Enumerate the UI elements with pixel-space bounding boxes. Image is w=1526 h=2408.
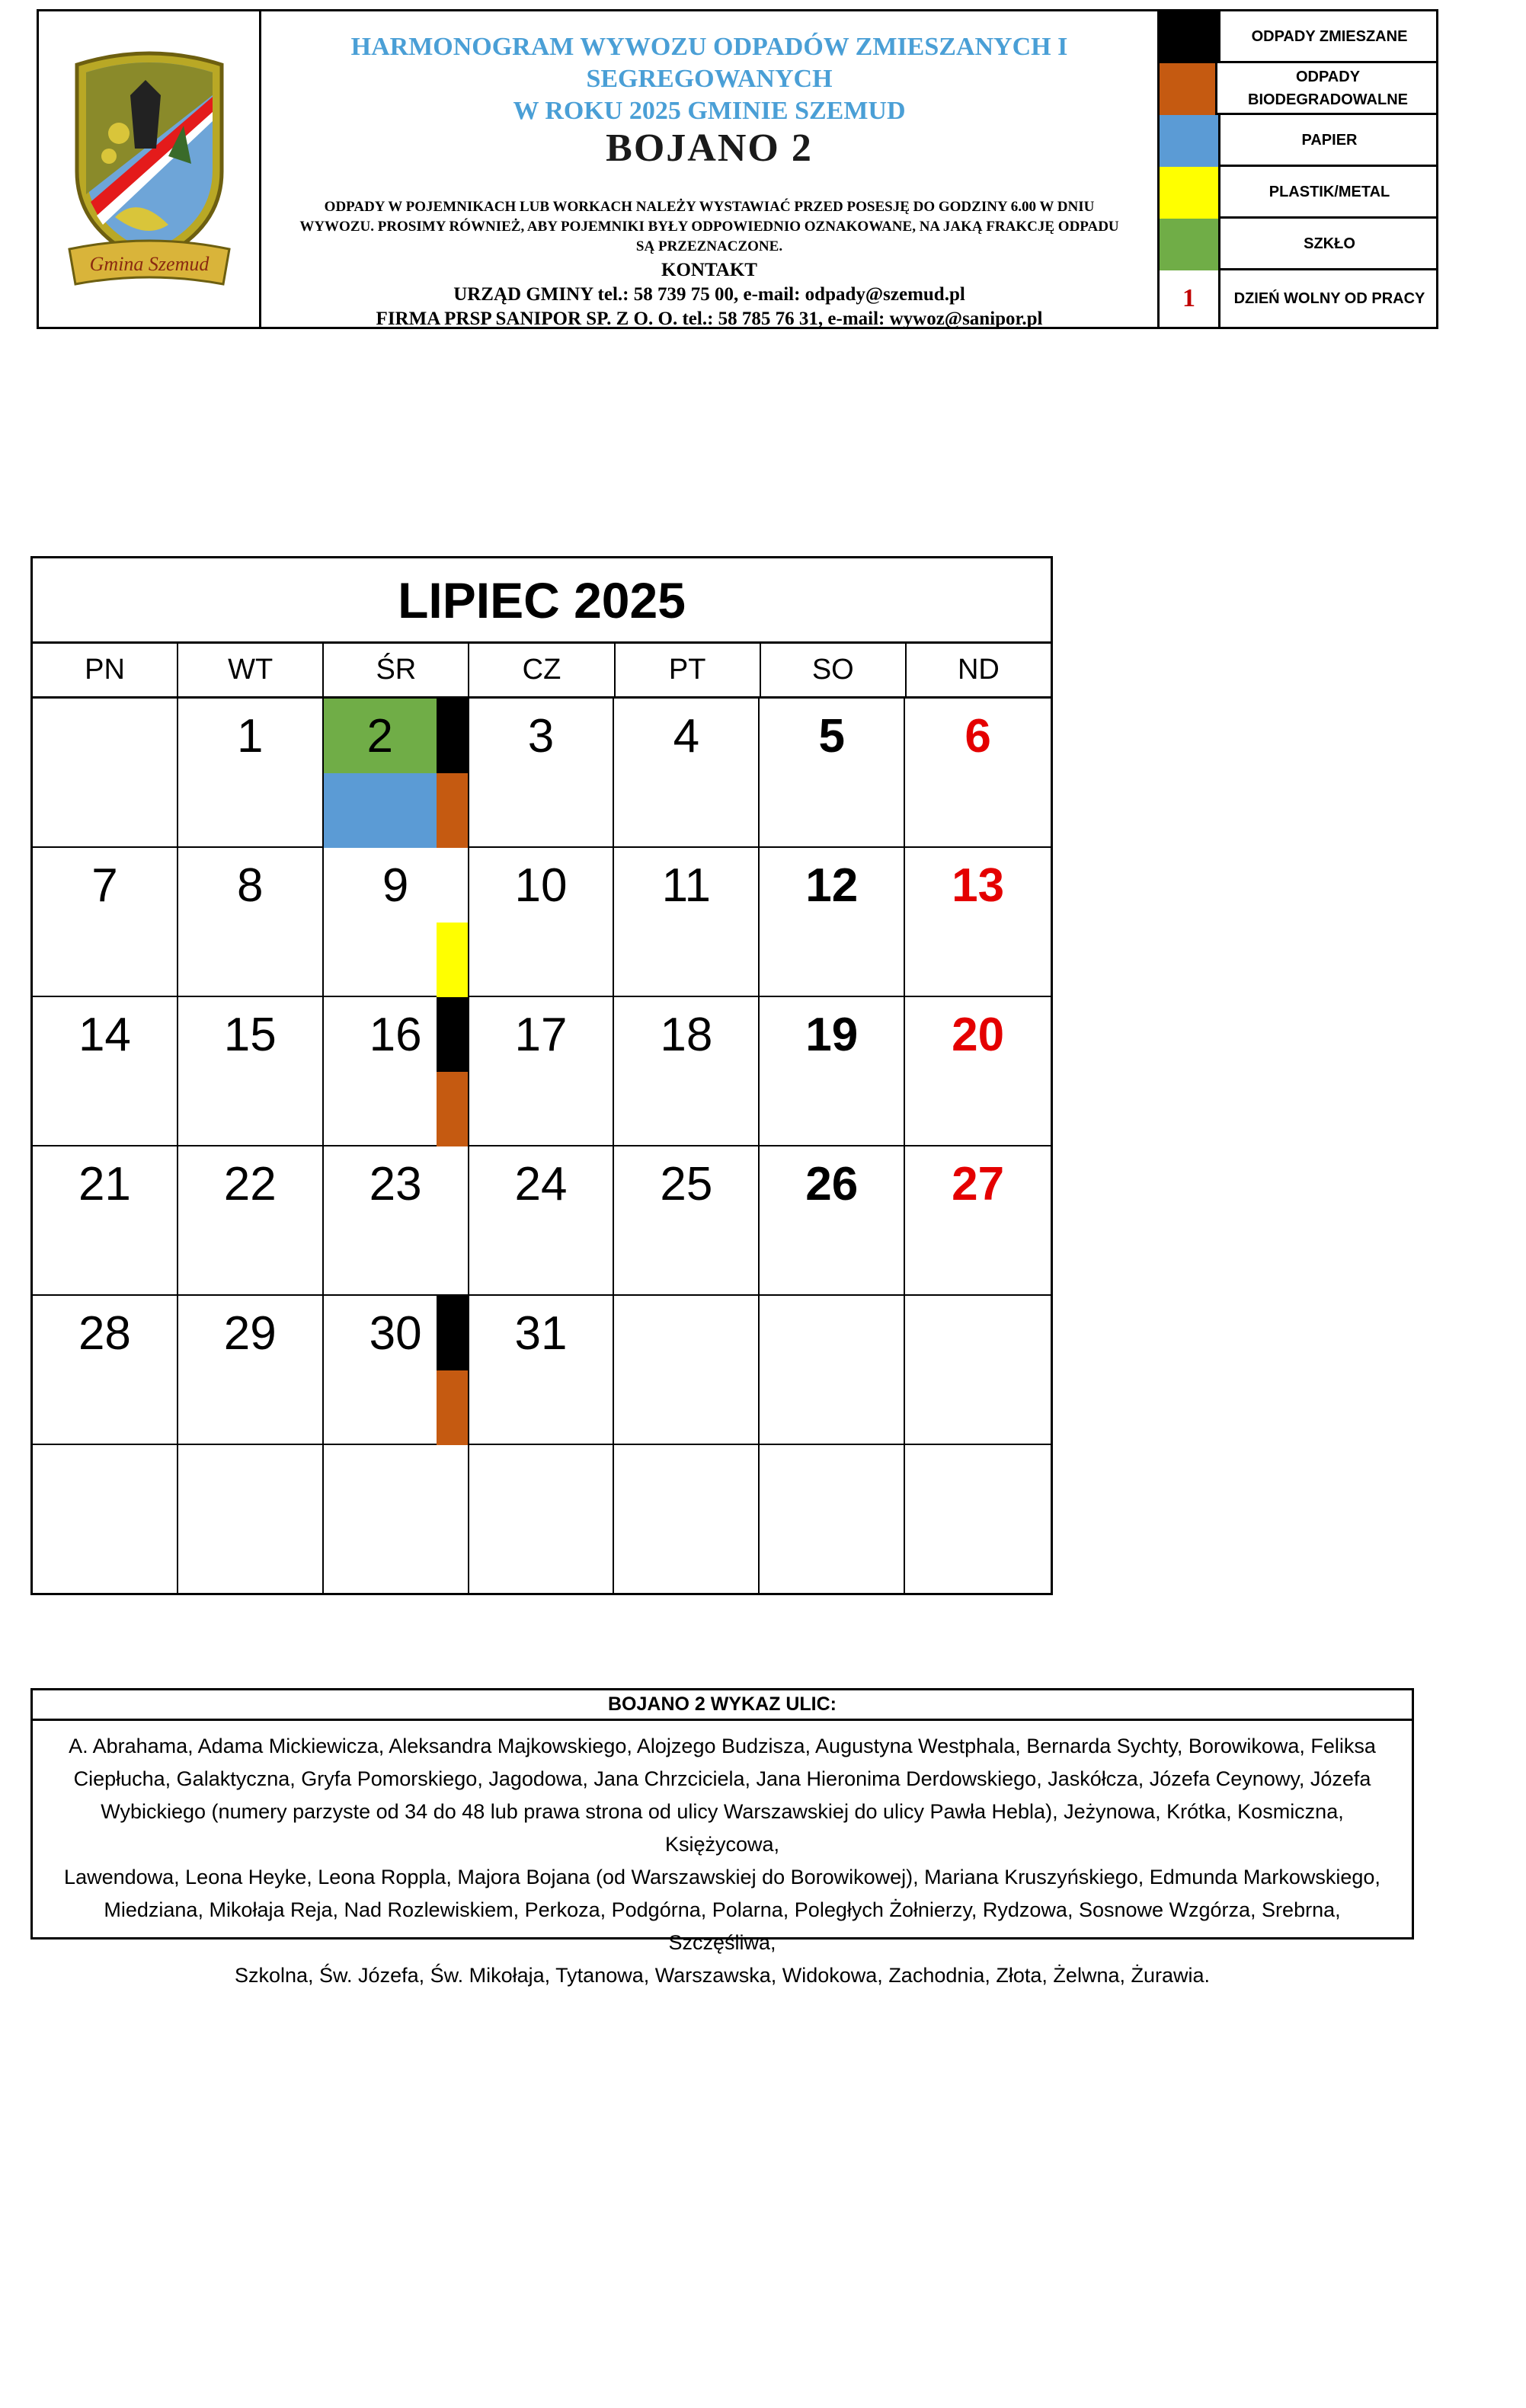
collection-marker-plastik (437, 923, 468, 997)
month-calendar (30, 556, 1053, 1595)
calendar-day-number: 13 (952, 859, 1005, 912)
calendar-day-cell (614, 848, 760, 996)
calendar-day-cell (469, 848, 615, 996)
calendar-day-number: 19 (805, 1009, 859, 1061)
calendar-week-row (33, 1146, 1051, 1296)
place-name: BOJANO 2 (606, 126, 813, 170)
calendar-day-cell (614, 1296, 760, 1444)
calendar-day-cell (33, 1445, 178, 1594)
calendar-day-number: 4 (673, 710, 700, 763)
calendar-day-number: 8 (237, 859, 264, 912)
calendar-day-number: 17 (514, 1009, 568, 1061)
calendar-day-cell (614, 1146, 760, 1294)
calendar-day-cell (760, 1296, 905, 1444)
street-list-line: Ciepłucha, Galaktyczna, Gryfa Pomorskiego, Jagodowa, Jana Chrzciciela, Jana Hieronima Derdowskiego, Jaskółcza, Józefa Ceynowy, Józefa (73, 1767, 1371, 1790)
calendar-day-cell (469, 997, 615, 1145)
calendar-day-cell (614, 997, 760, 1145)
street-list-line: Miedziana, Mikołaja Reja, Nad Rozlewiskiem, Perkoza, Podgórna, Polarna, Poległych Żołnierzy, Rydzowa, Sosnowe Wzgórza, Srebrna, Szczęśliwa, (104, 1898, 1341, 1954)
contact-label: KONTAKT (661, 260, 757, 280)
legend-label: PLASTIK/METAL (1220, 167, 1438, 219)
calendar-day-number: 16 (369, 1009, 422, 1061)
calendar-day-cell (469, 1146, 615, 1294)
legend-label: PAPIER (1220, 115, 1438, 167)
calendar-day-number: 21 (78, 1158, 131, 1210)
calendar-day-number: 27 (952, 1158, 1005, 1210)
calendar-day-number: 14 (78, 1009, 131, 1061)
collection-marker-bio (437, 773, 468, 848)
calendar-day-number: 6 (965, 710, 991, 763)
calendar-day-cell (905, 848, 1051, 996)
weekday-label: CZ (469, 644, 615, 696)
calendar-day-cell (178, 699, 324, 846)
calendar-day-number: 11 (661, 859, 712, 912)
calendar-day-number: 30 (369, 1307, 422, 1360)
weekday-label: ŚR (324, 644, 469, 696)
legend-swatch-mixed (1160, 11, 1220, 63)
calendar-week-row (33, 997, 1051, 1146)
schedule-title-line: HARMONOGRAM WYWOZU ODPADÓW ZMIESZANYCH I SEGREGOWANYCH (350, 33, 1068, 93)
legend-row-mixed (1160, 11, 1438, 63)
calendar-day-cell (324, 1146, 469, 1294)
calendar-day-cell (324, 997, 469, 1145)
street-list-text (33, 1721, 1412, 2001)
collection-marker-bio (437, 1072, 468, 1146)
calendar-day-cell (178, 1146, 324, 1294)
weekday-label: PT (616, 644, 761, 696)
calendar-day-number: 31 (514, 1307, 568, 1360)
street-list-line: Wybickiego (numery parzyste od 34 do 48 lub prawa strona od ulicy Warszawskiej do ulicy Pawła Hebla), Jeżynowa, Krótka, Kosmiczna, Księżycowa, (101, 1800, 1344, 1856)
weekday-label: ND (957, 654, 1000, 686)
logo-caption: Gmina Szemud (89, 253, 210, 275)
calendar-day-number: 7 (91, 859, 118, 912)
calendar-day-cell (324, 699, 469, 846)
legend-label: SZKŁO (1220, 219, 1438, 270)
legend-swatch-bio (1160, 63, 1217, 115)
calendar-week-row (33, 848, 1051, 997)
weekday-label: PN (33, 644, 178, 696)
calendar-week-row (33, 1445, 1051, 1594)
calendar-day-cell (33, 1296, 178, 1444)
calendar-day-cell (33, 1146, 178, 1294)
street-list-line: Lawendowa, Leona Heyke, Leona Roppla, Majora Bojana (od Warszawskiej do Borowikowej), Mariana Kruszyńskiego, Edmunda Markowskiego, (64, 1866, 1380, 1888)
calendar-day-cell (760, 699, 905, 846)
street-list-line: A. Abrahama, Adama Mickiewicza, Aleksandra Majkowskiego, Alojzego Budzisza, Augustyna Westphala, Bernarda Sychty, Borowikowa, Feliksa (69, 1735, 1376, 1757)
notice-line: WYWOZU. PROSIMY RÓWNIEŻ, ABY POJEMNIKI BYŁY ODPOWIEDNIO OZNAKOWANE, NA JAKĄ FRAKCJĘ ODPADU (299, 219, 1119, 235)
legend-row-bio (1160, 63, 1438, 115)
calendar-day-cell (614, 699, 760, 846)
calendar-day-cell (469, 1296, 615, 1444)
calendar-day-number: 12 (805, 859, 859, 912)
calendar-day-cell (33, 848, 178, 996)
collection-marker-bio (437, 1370, 468, 1445)
month-title: LIPIEC 2025 (33, 558, 1051, 644)
calendar-grid (33, 699, 1051, 1594)
legend-swatch-paper (1160, 115, 1220, 167)
calendar-day-number: 3 (527, 710, 555, 763)
legend-label: ODPADY BIODEGRADOWALNE (1217, 63, 1438, 115)
calendar-day-cell (905, 699, 1051, 846)
calendar-day-cell (33, 699, 178, 846)
calendar-day-number: 5 (818, 710, 845, 763)
contact-office: URZĄD GMINY tel.: 58 739 75 00, e-mail: odpady@szemud.pl (453, 284, 965, 305)
header-info (261, 11, 1157, 327)
notice-line: SĄ PRZEZNACZONE. (635, 238, 783, 254)
weekday-label: WT (178, 644, 324, 696)
calendar-day-number: 22 (223, 1158, 277, 1210)
legend-label: DZIEŃ WOLNY OD PRACY (1233, 290, 1425, 307)
legend-row-plastic (1160, 167, 1438, 219)
legend-holiday-number: 1 (1160, 270, 1220, 327)
calendar-day-number: 28 (78, 1307, 131, 1360)
legend-label: ODPADY ZMIESZANE (1220, 11, 1438, 63)
schedule-title-line: W ROKU 2025 GMINIE SZEMUD (513, 97, 906, 125)
collection-marker-zmieszane (437, 699, 468, 773)
logo-cell (39, 11, 261, 327)
weekday-header (33, 644, 1051, 699)
calendar-day-number: 23 (369, 1158, 422, 1210)
collection-notice (269, 197, 1150, 257)
legend-row-paper (1160, 115, 1438, 167)
calendar-day-cell (760, 1445, 905, 1594)
waste-legend (1157, 11, 1438, 327)
calendar-day-number: 20 (952, 1009, 1005, 1061)
calendar-day-cell (178, 997, 324, 1145)
street-list-line: Szkolna, Św. Józefa, Św. Mikołaja, Tytanowa, Warszawska, Widokowa, Zachodnia, Złota, Żelwna, Żurawia. (234, 1964, 1211, 1987)
calendar-day-cell (178, 1296, 324, 1444)
calendar-day-cell (760, 1146, 905, 1294)
legend-swatch-glass (1160, 219, 1220, 270)
legend-row-glass (1160, 219, 1438, 270)
calendar-day-cell (760, 848, 905, 996)
calendar-day-number: 29 (223, 1307, 277, 1360)
calendar-day-cell (33, 997, 178, 1145)
calendar-day-cell (760, 997, 905, 1145)
schedule-header (37, 9, 1438, 329)
legend-row-holiday (1160, 270, 1438, 327)
calendar-day-number: 2 (366, 710, 393, 763)
calendar-day-cell (178, 848, 324, 996)
weekday-label: SO (761, 644, 907, 696)
calendar-day-cell (469, 699, 615, 846)
calendar-day-number: 18 (660, 1009, 713, 1061)
calendar-day-number: 24 (514, 1158, 568, 1210)
calendar-day-cell (324, 848, 469, 996)
contact-company: FIRMA PRSP SANIPOR SP. Z O. O. tel.: 58 785 76 31, e-mail: wywoz@sanipor.pl (376, 309, 1043, 329)
calendar-day-cell (614, 1445, 760, 1594)
calendar-day-number: 26 (805, 1158, 859, 1210)
calendar-day-number: 15 (223, 1009, 277, 1061)
calendar-day-number: 9 (382, 859, 409, 912)
municipality-coat-of-arms-logo (62, 42, 237, 293)
calendar-day-number: 1 (237, 710, 264, 763)
calendar-day-cell (178, 1445, 324, 1594)
legend-swatch-plastic (1160, 167, 1220, 219)
calendar-week-row (33, 1296, 1051, 1445)
calendar-week-row (33, 699, 1051, 848)
calendar-day-cell (905, 1296, 1051, 1444)
calendar-day-number: 10 (514, 859, 568, 912)
calendar-day-number: 25 (660, 1158, 713, 1210)
calendar-day-cell (905, 1445, 1051, 1594)
schedule-title (261, 31, 1157, 127)
calendar-day-cell (324, 1296, 469, 1444)
calendar-day-cell (324, 1445, 469, 1594)
street-list-title: BOJANO 2 WYKAZ ULIC: (33, 1690, 1412, 1721)
calendar-day-cell (905, 1146, 1051, 1294)
street-list (30, 1688, 1414, 1987)
calendar-day-cell (905, 997, 1051, 1145)
collection-marker-papier (324, 773, 437, 848)
notice-line: ODPADY W POJEMNIKACH LUB WORKACH NALEŻY WYSTAWIAĆ PRZED POSESJĘ DO GODZINY 6.00 W DNIU (324, 199, 1095, 215)
calendar-day-cell (469, 1445, 615, 1594)
